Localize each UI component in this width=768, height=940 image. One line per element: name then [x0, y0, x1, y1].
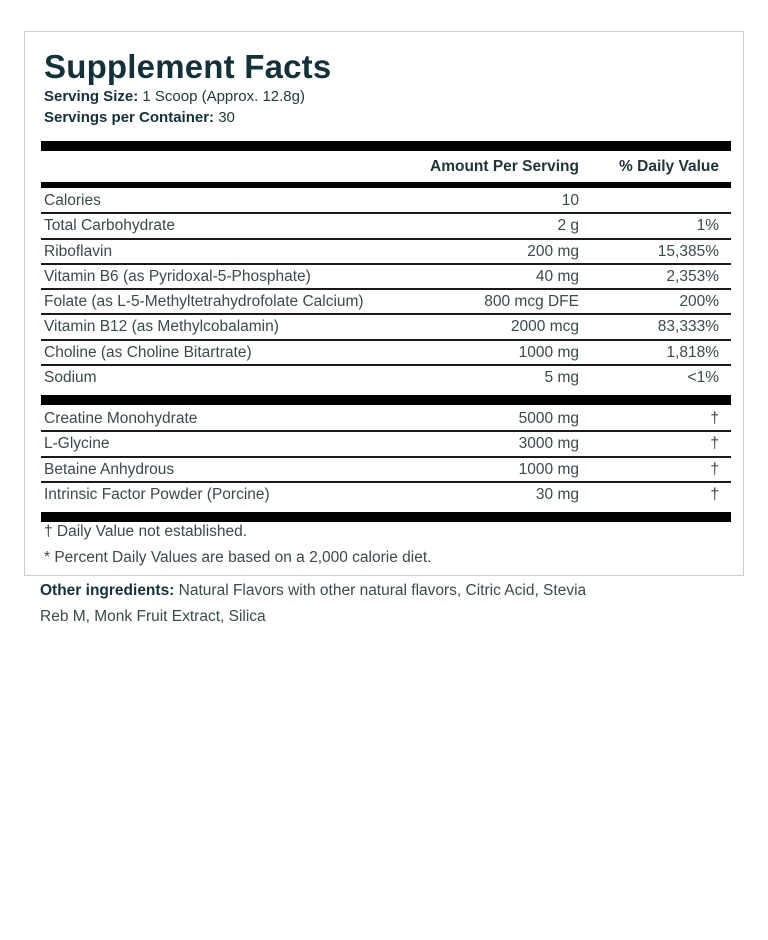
table-row — [41, 240, 731, 265]
compound-amount: 1000 mg — [518, 460, 579, 478]
nutrient-daily-value: 1,818% — [666, 343, 719, 361]
nutrient-daily-value: 1% — [696, 217, 719, 235]
compound-name: Creatine Monohydrate — [44, 410, 198, 427]
table-row — [41, 290, 731, 315]
nutrient-list — [41, 189, 731, 391]
serving-size — [44, 88, 305, 105]
table-row — [41, 315, 731, 340]
divider-thick — [41, 512, 731, 522]
nutrient-amount: 10 — [561, 192, 579, 209]
other-ingredients — [40, 578, 600, 630]
page-title: Supplement Facts — [44, 48, 332, 85]
compound-amount: 5000 mg — [518, 410, 579, 427]
nutrient-daily-value: 200% — [679, 293, 719, 311]
nutrient-name: Calories — [44, 192, 101, 209]
nutrient-name: Vitamin B12 (as Methylcobalamin) — [44, 318, 279, 336]
table-row — [41, 432, 731, 457]
compound-amount: 3000 mg — [518, 435, 579, 453]
nutrient-amount: 40 mg — [535, 267, 579, 285]
nutrient-daily-value: <1% — [687, 369, 719, 387]
servings-per-container — [44, 109, 235, 126]
nutrient-name: Riboflavin — [44, 242, 113, 260]
column-header-daily-value: % Daily Value — [619, 158, 719, 175]
serving-size-value: 1 Scoop (Approx. 12.8g) — [142, 88, 305, 105]
compound-amount: 30 mg — [535, 485, 579, 503]
nutrient-amount: 2000 mcg — [510, 318, 579, 336]
table-row — [41, 366, 731, 391]
compound-name: L-Glycine — [44, 435, 110, 453]
servings-per-container-value: 30 — [218, 109, 235, 126]
serving-size-label: Serving Size: — [44, 88, 139, 105]
table-row — [41, 341, 731, 366]
nutrient-name: Sodium — [44, 369, 97, 387]
table-row — [41, 189, 731, 214]
divider-thick — [41, 395, 731, 405]
nutrient-name: Choline (as Choline Bitartrate) — [44, 343, 252, 361]
supplement-facts-panel — [24, 31, 744, 576]
dagger-mark: † — [710, 435, 719, 453]
servings-per-container-label: Servings per Container: — [44, 109, 215, 126]
compound-name: Betaine Anhydrous — [44, 460, 175, 478]
footnote-percent: * Percent Daily Values are based on a 2,000 calorie diet. — [44, 549, 432, 566]
nutrient-daily-value: 2,353% — [666, 267, 719, 285]
other-ingredients-value: Natural Flavors with other natural flavors, Citric Acid, Stevia Reb M, Monk Fruit Extract, Silica — [40, 582, 587, 625]
nutrient-name: Folate (as L-5-Methyltetrahydrofolate Calcium) — [44, 293, 364, 311]
table-row — [41, 458, 731, 483]
footnote-dagger: † Daily Value not established. — [44, 523, 248, 540]
compound-name: Intrinsic Factor Powder (Porcine) — [44, 485, 270, 503]
divider-medium — [41, 182, 731, 188]
other-compounds-list — [41, 407, 731, 508]
table-row — [41, 407, 731, 432]
nutrient-amount: 5 mg — [544, 369, 579, 387]
table-row — [41, 214, 731, 239]
divider-thick — [41, 141, 731, 151]
nutrient-name: Total Carbohydrate — [44, 217, 175, 235]
dagger-mark: † — [710, 410, 719, 427]
nutrient-daily-value: 15,385% — [657, 242, 719, 260]
dagger-mark: † — [710, 485, 719, 503]
nutrient-amount: 1000 mg — [518, 343, 579, 361]
nutrient-daily-value: 83,333% — [657, 318, 719, 336]
nutrient-name: Vitamin B6 (as Pyridoxal-5-Phosphate) — [44, 267, 311, 285]
nutrient-amount: 200 mg — [527, 242, 579, 260]
nutrient-amount: 800 mcg DFE — [484, 293, 579, 311]
other-ingredients-label: Other ingredients: — [40, 582, 175, 599]
table-row — [41, 483, 731, 508]
column-header-amount: Amount Per Serving — [430, 158, 579, 175]
table-row — [41, 265, 731, 290]
dagger-mark: † — [710, 460, 719, 478]
table-header — [41, 152, 731, 182]
nutrient-amount: 2 g — [557, 217, 579, 235]
